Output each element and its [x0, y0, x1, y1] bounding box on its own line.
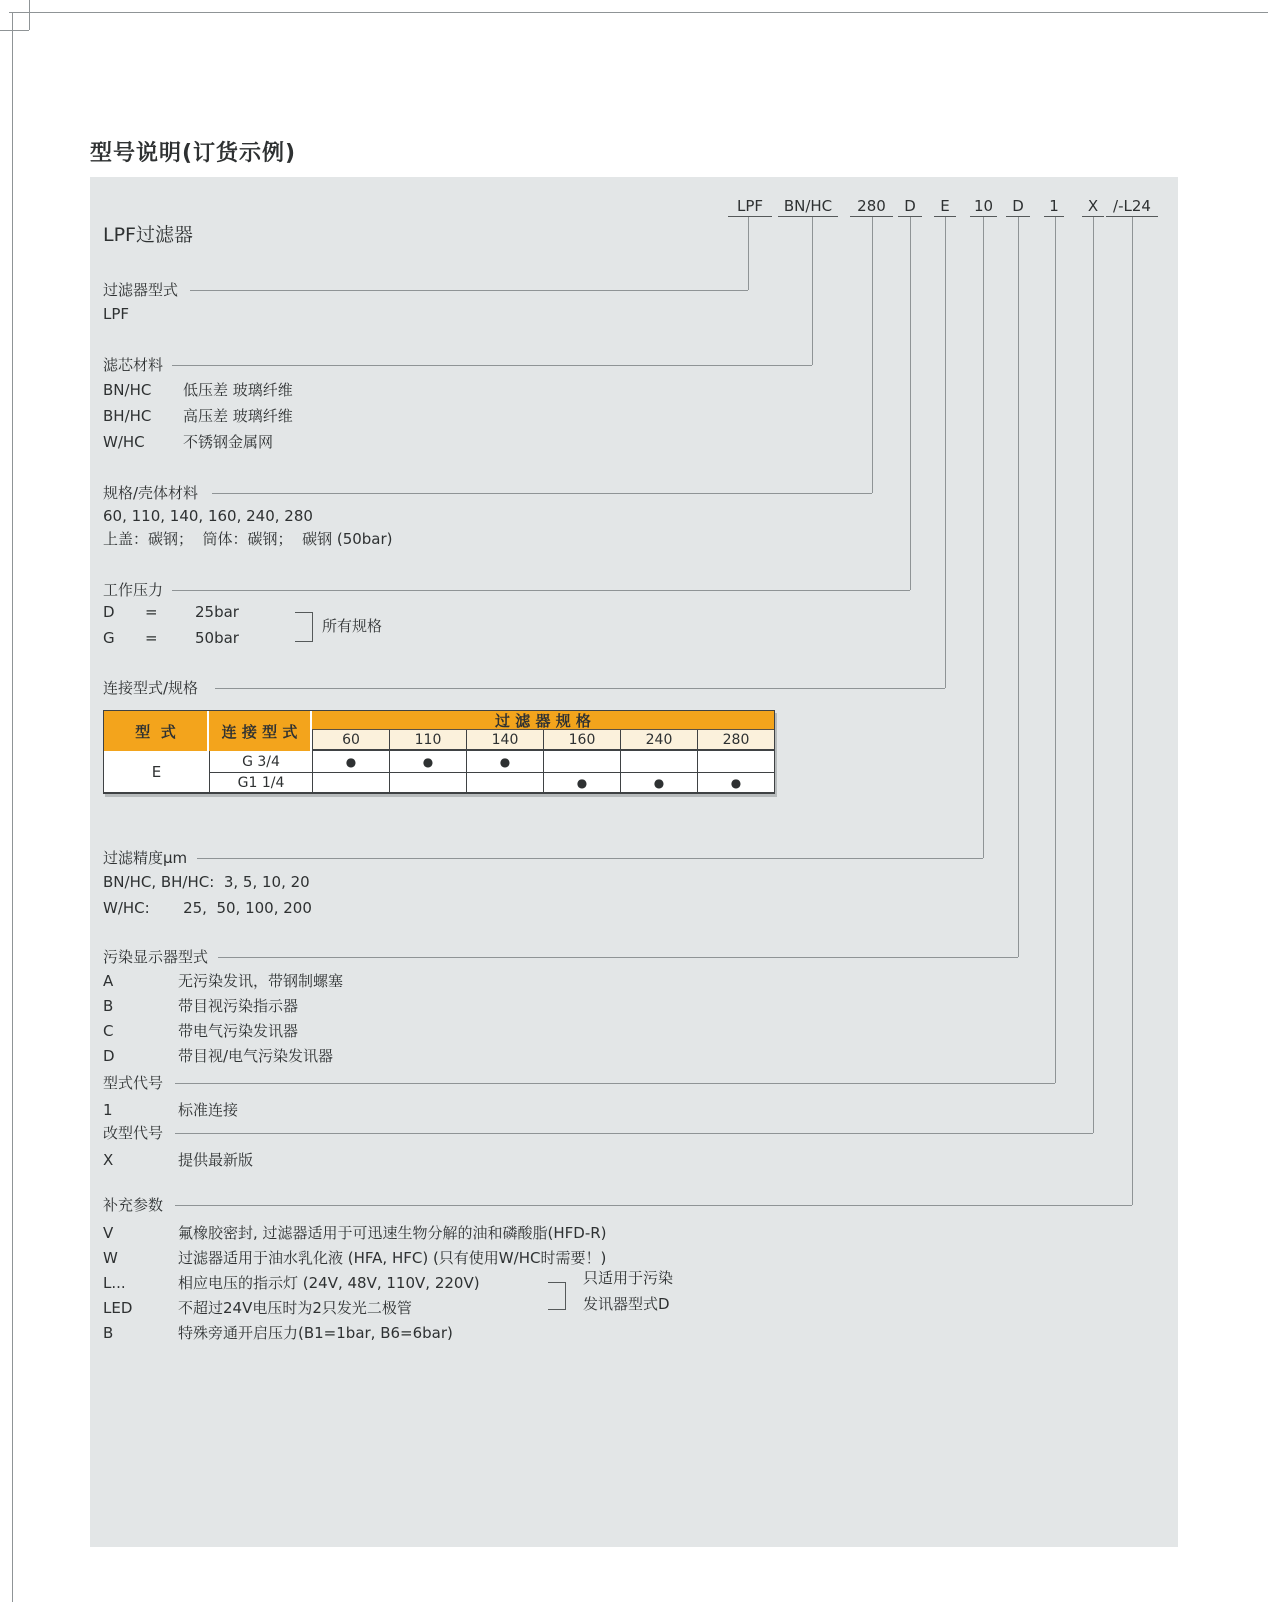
indicator-desc: 无污染发讯，带钢制螺塞 — [178, 972, 344, 990]
code-part-x: X — [1082, 196, 1104, 217]
material-code: W/HC — [103, 433, 145, 451]
supplementary-code: W — [103, 1249, 118, 1267]
frame-top-line — [9, 12, 1268, 13]
supplementary-row — [103, 1274, 480, 1292]
code-line-lpf — [748, 217, 749, 290]
indicator-row — [103, 972, 343, 990]
indicator-code: A — [103, 972, 114, 990]
equals-sign: = — [145, 603, 158, 621]
indicator-code: D — [103, 1047, 115, 1065]
leader-modification — [175, 1133, 1093, 1134]
code-part-280: 280 — [850, 196, 893, 217]
code-line-l24 — [1132, 217, 1133, 1205]
modification-row — [103, 1151, 253, 1169]
leader-material — [172, 365, 812, 366]
indicator-desc: 带电气污染发讯器 — [178, 1022, 299, 1040]
supplementary-desc: 过滤器适用于油水乳化液 (HFA, HFC) (只有使用W/HC时需要！) — [178, 1249, 607, 1267]
filtration-line: BN/HC, BH/HC: 3, 5, 10, 20 — [103, 873, 310, 891]
availability-dot: ● — [389, 751, 466, 772]
size-list: 60, 110, 140, 160, 240, 280 — [103, 507, 313, 525]
availability-dot — [543, 751, 620, 772]
availability-dot: ● — [312, 751, 389, 772]
code-line-bnhc — [812, 217, 813, 365]
table-header-type: 型 式 — [104, 711, 209, 751]
material-desc: 低压差 玻璃纤维 — [183, 381, 293, 399]
section-label-supplementary: 补充参数 — [103, 1196, 164, 1214]
supplementary-note: 只适用于污染 — [583, 1269, 674, 1287]
code-part-l24: /-L24 — [1106, 196, 1158, 217]
leader-filter-type — [190, 290, 748, 291]
table-size-header: 280 — [697, 730, 774, 751]
code-line-10 — [983, 217, 984, 858]
supplementary-bracket — [548, 1282, 566, 1310]
pressure-code: G — [103, 629, 115, 647]
availability-dot — [389, 772, 466, 792]
code-part-d1: D — [898, 196, 922, 217]
supplementary-code: LED — [103, 1299, 133, 1317]
code-part-e: E — [934, 196, 956, 217]
leader-indicator — [218, 957, 1018, 958]
availability-dot — [466, 772, 543, 792]
table-size-header: 240 — [620, 730, 697, 751]
type-code-desc: 标准连接 — [178, 1101, 239, 1119]
indicator-row — [103, 997, 298, 1015]
material-row — [103, 381, 293, 399]
product-title: LPF过滤器 — [103, 224, 193, 246]
supplementary-code: L... — [103, 1274, 126, 1292]
modification-code: X — [103, 1151, 114, 1169]
code-line-d1 — [910, 217, 911, 590]
corner-mark-horizontal — [0, 30, 29, 31]
supplementary-row — [103, 1324, 453, 1342]
supplementary-desc: 不超过24V电压时为2只发光二极管 — [178, 1299, 412, 1317]
pressure-bracket — [295, 612, 313, 642]
indicator-code: B — [103, 997, 114, 1015]
pressure-value: 50bar — [195, 629, 239, 647]
leader-filtration — [197, 858, 983, 859]
pressure-code: D — [103, 603, 115, 621]
indicator-desc: 带目视污染指示器 — [178, 997, 299, 1015]
supplementary-row — [103, 1299, 412, 1317]
leader-size-housing — [212, 493, 872, 494]
indicator-desc: 带目视/电气污染发讯器 — [178, 1047, 334, 1065]
supplementary-code: V — [103, 1224, 114, 1242]
code-part-10: 10 — [970, 196, 997, 217]
availability-dot: ● — [620, 772, 697, 792]
availability-dot: ● — [697, 772, 774, 792]
type-code-value: 1 — [103, 1101, 113, 1119]
page-title: 型号说明(订货示例) — [90, 141, 297, 166]
table-size-header: 60 — [312, 730, 389, 751]
section-label-filtration: 过滤精度μm — [103, 849, 188, 867]
code-part-1: 1 — [1044, 196, 1064, 217]
code-line-e — [945, 217, 946, 688]
table-header-connection: 连 接 型 式 — [209, 711, 312, 751]
leader-connection — [215, 688, 945, 689]
table-type-code: E — [151, 762, 162, 781]
code-line-280 — [872, 217, 873, 493]
availability-dot: ● — [543, 772, 620, 792]
table-size-header: 110 — [389, 730, 466, 751]
pressure-row — [103, 603, 239, 621]
frame-left-line — [12, 12, 13, 1602]
material-desc: 不锈钢金属网 — [183, 433, 274, 451]
code-part-d2: D — [1006, 196, 1030, 217]
supplementary-note: 发讯器型式D — [583, 1295, 670, 1313]
filtration-line: W/HC: 25, 50, 100, 200 — [103, 899, 312, 917]
section-label-indicator: 污染显示器型式 — [103, 948, 209, 966]
type-code-row — [103, 1101, 238, 1119]
code-part-lpf: LPF — [728, 196, 772, 217]
pressure-row — [103, 629, 239, 647]
material-code: BH/HC — [103, 407, 152, 425]
filter-type-value: LPF — [103, 305, 130, 323]
indicator-code: C — [103, 1022, 114, 1040]
code-line-1 — [1055, 217, 1056, 1083]
table-connection-value: G 3/4 — [209, 751, 312, 772]
corner-mark-vertical — [29, 0, 30, 30]
leader-pressure — [172, 590, 910, 591]
material-row — [103, 407, 293, 425]
table-connection-value: G1 1/4 — [209, 772, 312, 792]
modification-desc: 提供最新版 — [178, 1151, 254, 1169]
indicator-row — [103, 1047, 333, 1065]
supplementary-desc: 相应电压的指示灯 (24V, 48V, 110V, 220V) — [178, 1274, 480, 1292]
supplementary-row — [103, 1249, 606, 1267]
code-line-x — [1093, 217, 1094, 1133]
supplementary-code: B — [103, 1324, 114, 1342]
availability-dot: ● — [466, 751, 543, 772]
leader-supplementary — [175, 1205, 1132, 1206]
equals-sign: = — [145, 629, 158, 647]
material-desc: 高压差 玻璃纤维 — [183, 407, 293, 425]
supplementary-desc: 特殊旁通开启压力(B1=1bar, B6=6bar) — [178, 1324, 453, 1342]
pressure-bracket-note: 所有规格 — [322, 617, 383, 635]
section-label-size-housing: 规格/壳体材料 — [103, 484, 199, 502]
section-label-modification: 改型代号 — [103, 1124, 164, 1142]
section-label-pressure: 工作压力 — [103, 581, 164, 599]
section-label-filter-type: 过滤器型式 — [103, 281, 179, 299]
code-line-d2 — [1018, 217, 1019, 957]
availability-dot — [312, 772, 389, 792]
table-size-header: 160 — [543, 730, 620, 751]
indicator-row — [103, 1022, 298, 1040]
supplementary-row — [103, 1224, 607, 1242]
section-label-material: 滤芯材料 — [103, 356, 164, 374]
leader-type-code — [175, 1083, 1055, 1084]
section-label-type-code: 型式代号 — [103, 1074, 164, 1092]
supplementary-desc: 氟橡胶密封, 过滤器适用于可迅速生物分解的油和磷酸脂(HFD-R) — [178, 1224, 607, 1242]
code-part-bnhc: BN/HC — [778, 196, 838, 217]
section-label-connection: 连接型式/规格 — [103, 679, 199, 697]
material-code: BN/HC — [103, 381, 152, 399]
pressure-value: 25bar — [195, 603, 239, 621]
availability-dot — [697, 751, 774, 772]
table-size-header: 140 — [466, 730, 543, 751]
table-header-filter-size: 过 滤 器 规 格 — [312, 711, 774, 730]
connection-table — [103, 710, 775, 794]
housing-material: 上盖：碳钢； 筒体：碳钢； 碳钢 (50bar) — [103, 530, 393, 548]
availability-dot — [620, 751, 697, 772]
material-row — [103, 433, 273, 451]
